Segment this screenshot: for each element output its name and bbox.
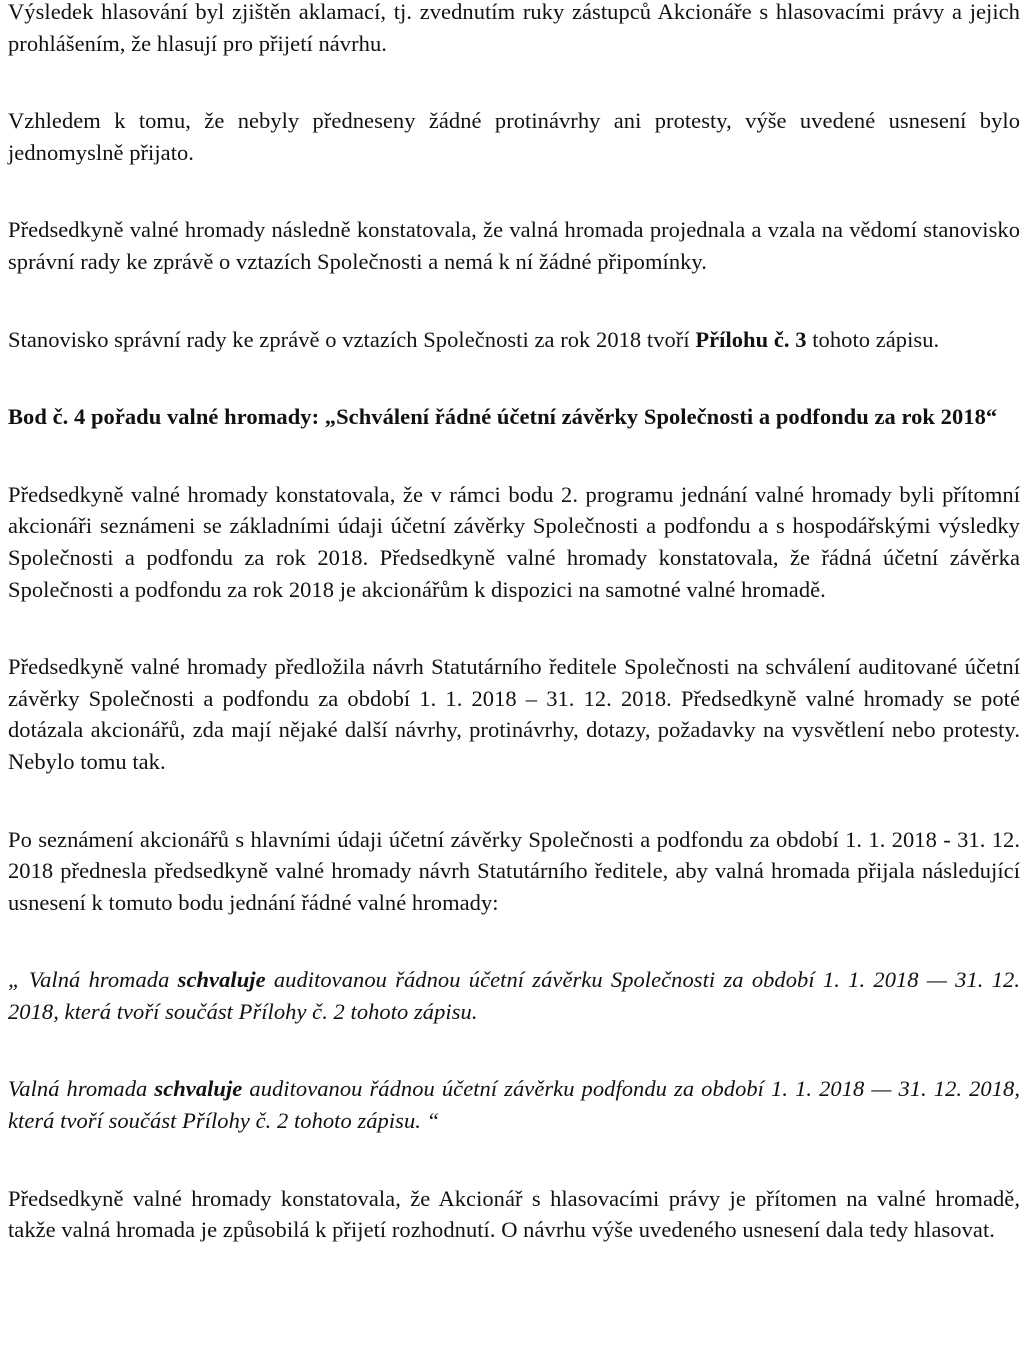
resolution-subfund: [8, 1073, 1020, 1136]
paragraph-annex-reference: [8, 324, 1020, 356]
annex-reference-tail: tohoto zápisu.: [806, 326, 940, 352]
resolution-company-post: auditovanou řádnou účetní závěrku Společnosti za období 1. 1. 2018 — 31. 12. 2018, která tvoří součást Přílohy č. 2 tohoto zápisu.: [8, 967, 1021, 1024]
paragraph-resolution-adopted: Vzhledem k tomu, že nebyly předneseny žádné protinávrhy ani protesty, výše uvedené usnesení bylo jednomyslně přijato.: [8, 108, 1020, 165]
paragraph-quorum: Předsedkyně valné hromady konstatovala, že Akcionář s hlasovacími právy je přítomen na valné hromadě, takže valná hromada je způsobilá k přijetí rozhodnutí. O návrhu výše uvedeného usnesení dala tedy hlasovat.: [8, 1185, 1020, 1243]
agenda-item-heading: Bod č. 4 pořadu valné hromady: „Schválení řádné účetní závěrky Společnosti a podfondu za rok 2018“: [8, 404, 998, 430]
document-body: [8, 0, 1020, 1246]
resolution-company-pre: „ Valná hromada: [8, 967, 178, 993]
resolution-subfund-verb: schvaluje: [154, 1076, 243, 1102]
paragraph-board-opinion: Předsedkyně valné hromady následně konstatovala, že valná hromada projednala a vzala na vědomí stanovisko správní rady ke zprávě o vztazích Společnosti a nemá k ní žádné připomínky.: [8, 217, 1020, 274]
annex-reference-text: Stanovisko správní rady ke zprávě o vztazích Společnosti za rok 2018 tvoří: [8, 326, 696, 352]
paragraph-proposal: Předsedkyně valné hromady předložila návrh Statutárního ředitele Společnosti na schválení auditované účetní závěrky Společnosti a podfondu za období 1. 1. 2018 – 31. 12. 2018. Předsedkyně valné hromady se poté dotázala akcionářů, zda mají nějaké další návrhy, protinávrhy, dotazy, požadavky na vysvětlení nebo protesty. Nebylo tomu tak.: [8, 654, 1020, 774]
paragraph-accounts-info: Předsedkyně valné hromady konstatovala, že v rámci bodu 2. programu jednání valné hromady byli přítomní akcionáři seznámeni se základními údaji účetní závěrky Společnosti a podfondu a s hospodářskými výsledky Společnosti a podfondu za rok 2018. Předsedkyně valné hromady konstatovala, že řádná účetní závěrka Společnosti a podfondu za rok 2018 je akcionářům k dispozici na samotné valné hromadě.: [8, 481, 1020, 602]
annex-reference-bold: Přílohu č. 3: [695, 326, 807, 352]
paragraph-resolution-request: Po seznámení akcionářů s hlavními údaji účetní závěrky Společnosti a podfondu za období 1. 1. 2018 - 31. 12. 2018 přednesla předsedkyně valné hromady návrh Statutárního ředitele, aby valná hromada přijala následující usnesení k tomuto bodu jednání řádné valné hromady:: [8, 826, 1020, 915]
resolution-company-verb: schvaluje: [177, 967, 266, 993]
resolution-company: [8, 964, 1020, 1027]
paragraph-vote-result: Výsledek hlasování byl zjištěn aklamací, tj. zvednutím ruky zástupců Akcionáře s hlasovacími právy a jejich prohlášením, že hlasují pro přijetí návrhu.: [8, 0, 1020, 56]
resolution-subfund-post: auditovanou řádnou účetní závěrku podfondu za období 1. 1. 2018 — 31. 12. 2018, která tvoří součást Přílohy č. 2 tohoto zápisu. “: [8, 1076, 1020, 1134]
resolution-subfund-pre: Valná hromada: [8, 1076, 155, 1102]
